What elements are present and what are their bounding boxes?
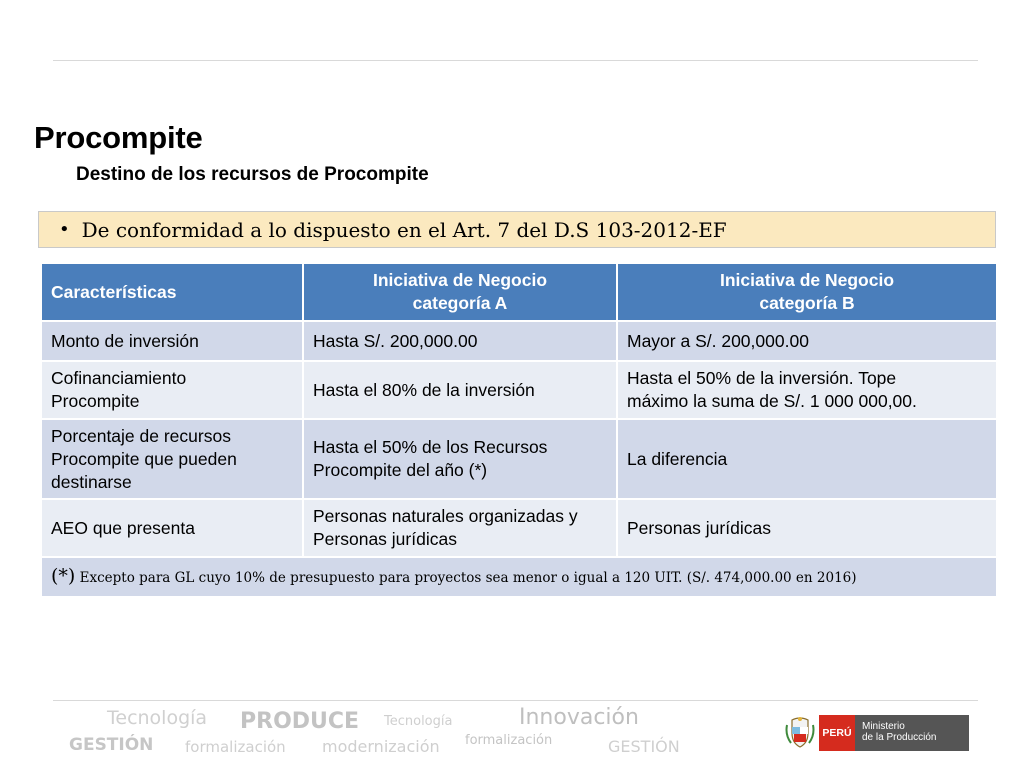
page-title: Procompite	[34, 120, 203, 155]
legal-reference-callout	[38, 211, 996, 248]
resources-table	[40, 262, 998, 598]
header-category-a-line1: Iniciativa de Negocio	[372, 270, 548, 290]
table-row	[41, 419, 997, 499]
callout-text: De conformidad a lo dispuesto en el Art. 7 del D.S 103-2012-EF	[81, 217, 727, 242]
footer-word-tecnologia: Tecnología	[107, 707, 208, 729]
table-row	[41, 321, 997, 361]
footer-word-formalizacion-2: formalización	[465, 733, 553, 748]
header-category-b	[617, 263, 997, 321]
cell-category-a: Hasta el 80% de la inversión	[303, 361, 617, 419]
footer-word-gestion: GESTIÓN	[69, 735, 154, 755]
footer-word-tecnologia-small: Tecnología	[384, 714, 453, 729]
footnote-text: Excepto para GL cuyo 10% de presupuesto para proyectos sea menor o igual a 120 UIT. (S/. 474,000.00 en 2016)	[79, 569, 857, 586]
header-category-a	[303, 263, 617, 321]
bullet-icon: •	[59, 219, 70, 240]
header-category-b-line2: categoría B	[759, 293, 855, 313]
header-characteristics: Características	[41, 263, 303, 321]
table-row	[41, 499, 997, 557]
logo-ministry-line1: Ministerio	[862, 721, 905, 732]
footer-word-modernizacion: modernización	[322, 737, 440, 756]
cell-category-a: Personas naturales organizadas y Personas jurídicas	[303, 499, 617, 557]
cell-characteristic: Monto de inversión	[41, 321, 303, 361]
footnote-mark: (*)	[51, 564, 76, 587]
ministry-logo	[819, 715, 969, 751]
footer-word-formalizacion: formalización	[185, 738, 286, 756]
footer-word-produce: PRODUCE	[240, 709, 360, 734]
peru-coat-of-arms-icon	[785, 715, 815, 749]
header-category-a-line2: categoría A	[412, 293, 508, 313]
cell-category-a: Hasta el 50% de los Recursos Procompite del año (*)	[303, 419, 617, 499]
table-footnote-row	[41, 557, 997, 597]
cell-category-b: La diferencia	[617, 419, 997, 499]
logo-ministry-line2: de la Producción	[862, 732, 937, 743]
cell-characteristic: Porcentaje de recursos Procompite que pueden destinarse	[41, 419, 303, 499]
cell-category-b: Mayor a S/. 200,000.00	[617, 321, 997, 361]
top-divider	[53, 60, 978, 61]
cell-characteristic: AEO que presenta	[41, 499, 303, 557]
cell-category-b: Personas jurídicas	[617, 499, 997, 557]
header-category-b-line1: Iniciativa de Negocio	[719, 270, 895, 290]
footer-word-innovacion: Innovación	[519, 705, 639, 730]
cell-characteristic: Cofinanciamiento Procompite	[41, 361, 303, 419]
page-subtitle: Destino de los recursos de Procompite	[76, 164, 429, 185]
footer-word-gestion-2: GESTIÓN	[608, 737, 680, 756]
logo-peru-label: PERÚ	[819, 715, 855, 751]
logo-ministry-text	[855, 715, 937, 751]
cell-category-b: Hasta el 50% de la inversión. Tope máximo la suma de S/. 1 000 000,00.	[617, 361, 997, 419]
footnote-cell	[41, 557, 997, 597]
bottom-divider	[53, 700, 978, 701]
table-header-row	[41, 263, 997, 321]
table-row	[41, 361, 997, 419]
cell-category-a: Hasta S/. 200,000.00	[303, 321, 617, 361]
